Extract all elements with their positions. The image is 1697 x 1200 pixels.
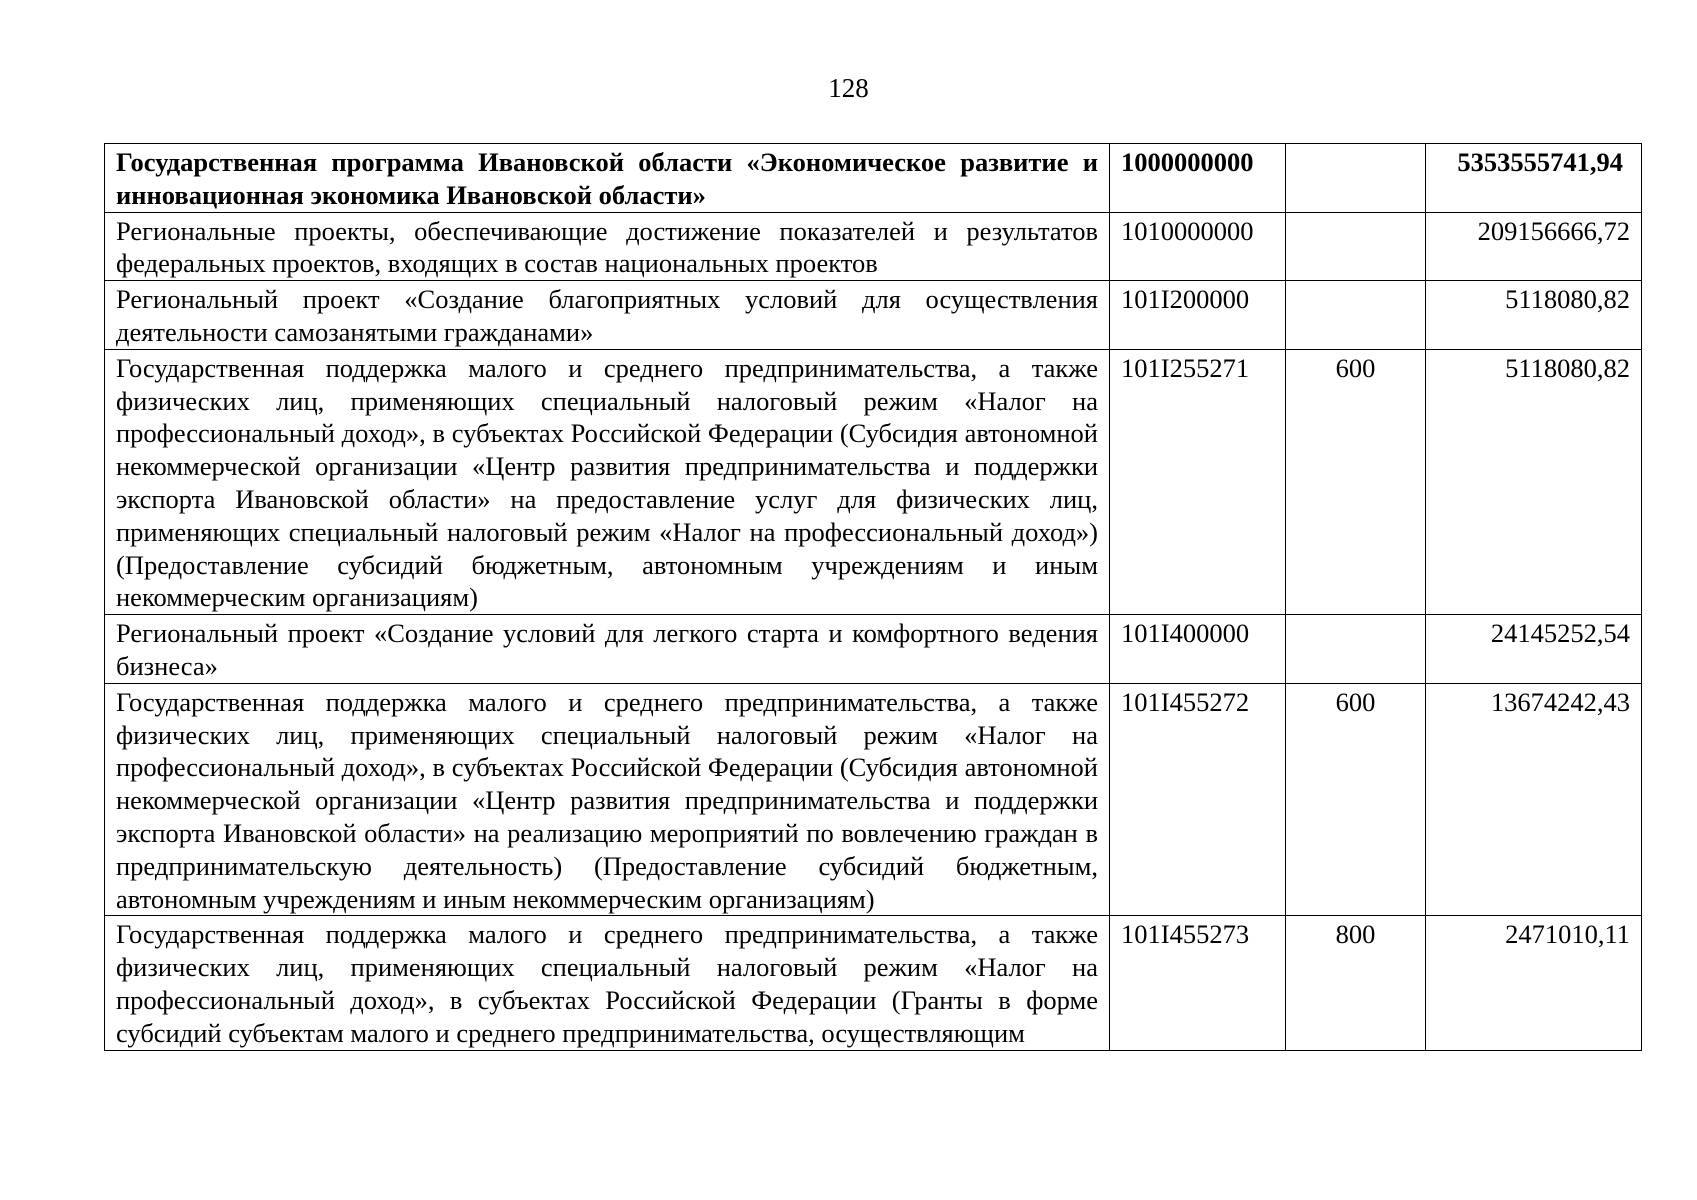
row-name: Региональные проекты, обеспечивающие достижение показателей и результатов федеральных проектов, входящих в состав национальных проектов	[105, 212, 1110, 281]
table-row	[105, 349, 1642, 614]
row-type	[1286, 144, 1426, 213]
row-sum: 13674242,43	[1426, 683, 1642, 916]
row-code: 101I455273	[1110, 916, 1286, 1050]
row-code: 101I200000	[1110, 281, 1286, 350]
table-row	[105, 281, 1642, 350]
table-row	[105, 916, 1642, 1050]
table-row	[105, 615, 1642, 684]
row-sum: 5118080,82	[1426, 281, 1642, 350]
row-code: 1000000000	[1110, 144, 1286, 213]
table-row	[105, 212, 1642, 281]
row-name: Государственная поддержка малого и среднего предпринимательства, а также физических лиц, применяющих специальный налоговый режим «Налог на профессиональный доход», в субъектах Российской Федерации (Гранты в форме субсидий субъектам малого и среднего предпринимательства, осуществляющим	[105, 916, 1110, 1050]
row-sum: 24145252,54	[1426, 615, 1642, 684]
row-type: 600	[1286, 349, 1426, 614]
budget-table	[104, 143, 1642, 1051]
row-sum: 2471010,11	[1426, 916, 1642, 1050]
row-sum: 209156666,72	[1426, 212, 1642, 281]
row-name: Региональный проект «Создание благоприятных условий для осуществления деятельности самозанятыми гражданами»	[105, 281, 1110, 350]
row-name: Государственная поддержка малого и среднего предпринимательства, а также физических лиц, применяющих специальный налоговый режим «Налог на профессиональный доход», в субъектах Российской Федерации (Субсидия автономной некоммерческой организации «Центр развития предпринимательства и поддержки экспорта Ивановской области» на реализацию мероприятий по вовлечению граждан в предпринимательскую деятельность) (Предоставление субсидий бюджетным, автономным учреждениям и иным некоммерческим организациям)	[105, 683, 1110, 916]
row-sum: 5353555741,94	[1426, 144, 1642, 213]
row-code: 101I400000	[1110, 615, 1286, 684]
row-name: Государственная программа Ивановской области «Экономическое развитие и инновационная экономика Ивановской области»	[105, 144, 1110, 213]
row-code: 1010000000	[1110, 212, 1286, 281]
table-row	[105, 683, 1642, 916]
row-type	[1286, 212, 1426, 281]
row-name: Государственная поддержка малого и среднего предпринимательства, а также физических лиц, применяющих специальный налоговый режим «Налог на профессиональный доход», в субъектах Российской Федерации (Субсидия автономной некоммерческой организации «Центр развития предпринимательства и поддержки экспорта Ивановской области» на предоставление услуг для физических лиц, применяющих специальный налоговый режим «Налог на профессиональный доход») (Предоставление субсидий бюджетным, автономным учреждениям и иным некоммерческим организациям)	[105, 349, 1110, 614]
row-code: 101I255271	[1110, 349, 1286, 614]
row-type: 600	[1286, 683, 1426, 916]
table-row	[105, 144, 1642, 213]
page-number: 128	[828, 73, 869, 103]
row-name: Региональный проект «Создание условий для легкого старта и комфортного ведения бизнеса»	[105, 615, 1110, 684]
row-type	[1286, 281, 1426, 350]
row-type	[1286, 615, 1426, 684]
row-sum: 5118080,82	[1426, 349, 1642, 614]
row-code: 101I455272	[1110, 683, 1286, 916]
row-type: 800	[1286, 916, 1426, 1050]
